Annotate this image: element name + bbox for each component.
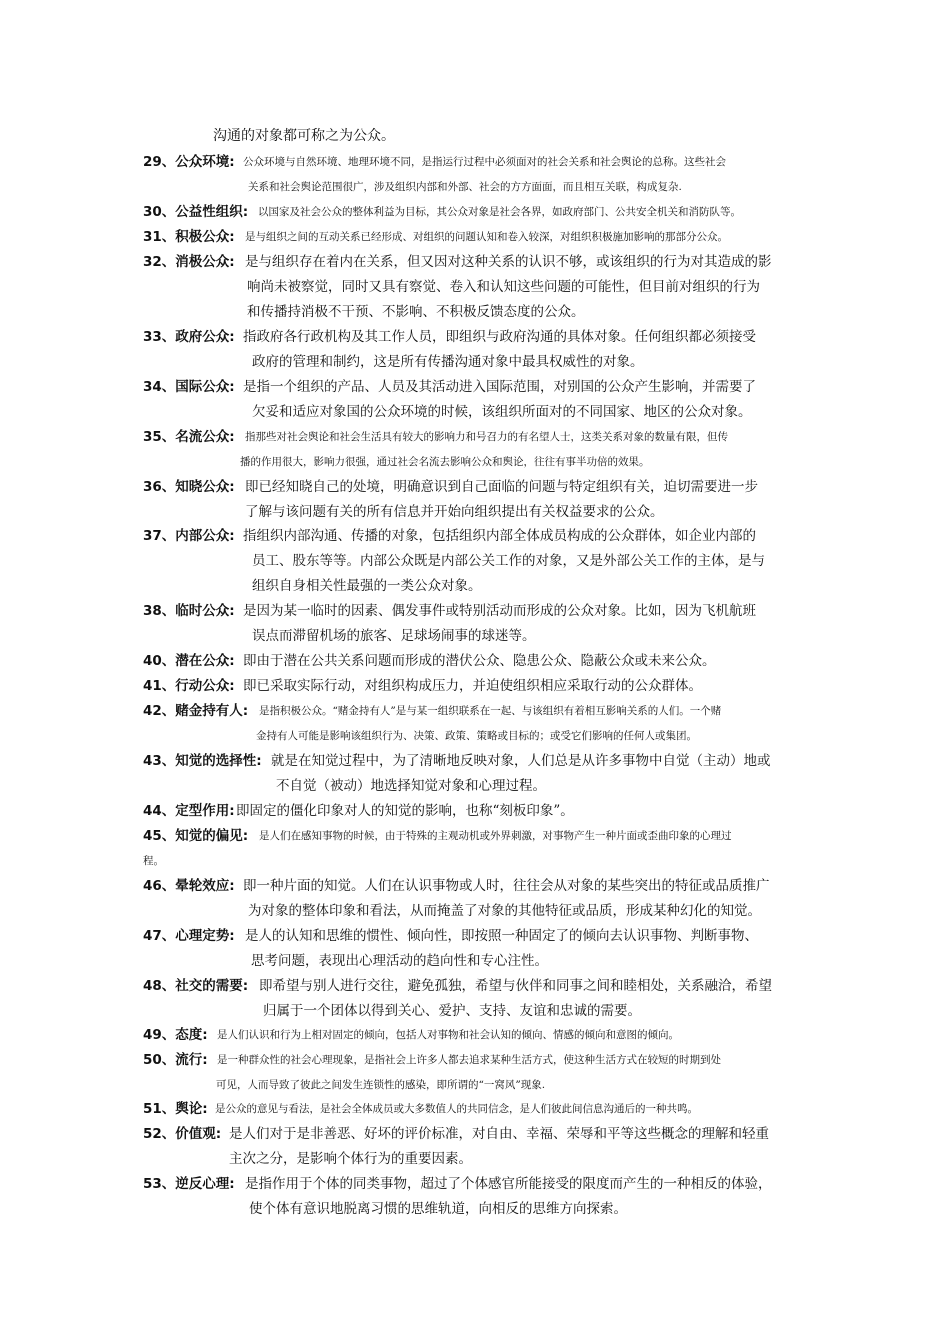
entry-number: 43、 (143, 753, 176, 769)
entry-text: 是人们认识和行为上相对固定的倾向，包括人对事物和社会认知的倾向、情感的倾向和意图的倾向。 (217, 1029, 679, 1041)
entry-term: 名流公众: (175, 429, 235, 445)
entry-text: 使个体有意识地脱离习惯的思维轨道，向相反的思维方向探索。 (249, 1201, 627, 1217)
entry-text: 是人们对于是非善恶、好坏的评价标准，对自由、幸福、荣辱和平等这些概念的理解和轻重 (229, 1126, 769, 1142)
entry-number: 37、 (143, 528, 176, 544)
entry-text: 播的作用很大，影响力很强，通过社会名流去影响公众和舆论，往往有事半功倍的效果。 (240, 456, 650, 468)
entry-number: 47、 (143, 928, 176, 944)
entry-term: 潜在公众: (175, 653, 235, 669)
entry-number: 48、 (143, 978, 176, 994)
entry-term: 临时公众: (175, 603, 235, 619)
entry-text: 误点而滞留机场的旅客、足球场闹事的球迷等。 (252, 628, 536, 644)
entry-number: 30、 (143, 204, 176, 220)
entry-text: 即一种片面的知觉。人们在认识事物或人时，往往会从对象的某些突出的特征或品质推广 (243, 878, 770, 894)
continued-line: 沟通的对象都可称之为公众。 (213, 128, 395, 144)
entry-text: 就是在知觉过程中，为了清晰地反映对象，人们总是从许多事物中自觉（主动）地或 (271, 753, 771, 769)
entry-number: 42、 (143, 703, 176, 719)
entry-text: 指那些对社会舆论和社会生活具有较大的影响力和号召力的有名望人士，这类关系对象的数量有限，但传 (245, 431, 728, 443)
entry-term: 公益性组织: (175, 204, 249, 220)
entry-text: 和传播持消极不干预、不影响、不积极反馈态度的公众。 (247, 304, 585, 320)
entry-number: 38、 (143, 603, 176, 619)
entry-text: 即希望与别人进行交往，避免孤独，希望与伙伴和同事之间和睦相处，关系融洽，希望 (259, 978, 772, 994)
entry-number: 36、 (143, 479, 176, 495)
entry-number: 32、 (143, 254, 176, 270)
entry-text: 关系和社会舆论范围很广，涉及组织内部和外部、社会的方方面面，而且相互关联，构成复杂. (248, 181, 682, 193)
entry-number: 35、 (143, 429, 176, 445)
entry-number: 50、 (143, 1052, 176, 1068)
entry-term: 内部公众: (175, 528, 235, 544)
entry-number: 45、 (143, 828, 176, 844)
entry-term: 知觉的偏见: (175, 828, 249, 844)
entry-term: 价值观: (175, 1126, 222, 1142)
entry-text: 是因为某一临时的因素、偶发事件或特别活动而形成的公众对象。比如，因为飞机航班 (243, 603, 756, 619)
entry-number: 34、 (143, 379, 176, 395)
entry-term: 消极公众: (175, 254, 235, 270)
entry-text: 以国家及社会公众的整体利益为目标，其公众对象是社会各界，如政府部门、公共安全机关和消防队等。 (258, 206, 741, 218)
entry-text: 是与组织存在着内在关系，但又因对这种关系的认识不够，或该组织的行为对其造成的影 (245, 254, 772, 270)
entry-term: 心理定势: (175, 928, 235, 944)
entry-text: 思考问题，表现出心理活动的趋向性和专心注性。 (251, 953, 548, 969)
entry-text: 是一种群众性的社会心理现象，是指社会上许多人都去追求某种生活方式，使这种生活方式在较短的时期到处 (217, 1054, 721, 1066)
entry-text: 可见，人而导致了彼此之间发生连锁性的感染，即所谓的“一窝风”现象. (216, 1079, 546, 1091)
entry-text: 员工、股东等等。内部公众既是内部公关工作的对象，又是外部公关工作的主体，是与 (252, 553, 765, 569)
entry-number: 46、 (143, 878, 176, 894)
entry-term: 晕轮效应: (175, 878, 235, 894)
entry-term: 积极公众: (175, 229, 235, 245)
entry-text: 程。 (143, 855, 164, 867)
entry-term: 知晓公众: (175, 479, 235, 495)
entry-term: 赌金持有人: (175, 703, 249, 719)
entry-number: 52、 (143, 1126, 176, 1142)
entry-text: 即由于潜在公共关系问题而形成的潜伏公众、隐患公众、隐蔽公众或未来公众。 (243, 653, 716, 669)
entry-term: 公众环境: (175, 154, 235, 170)
entry-term: 流行: (175, 1052, 208, 1068)
entry-text: 是人们在感知事物的时候，由于特殊的主观动机或外界刺激，对事物产生一种片面或歪曲印象的心理过 (259, 830, 732, 842)
entry-number: 29、 (143, 154, 176, 170)
entry-number: 49、 (143, 1027, 176, 1043)
entry-text: 主次之分，是影响个体行为的重要因素。 (229, 1151, 472, 1167)
entry-term: 政府公众: (175, 329, 235, 345)
entry-number: 40、 (143, 653, 176, 669)
entry-term: 态度: (175, 1027, 208, 1043)
entry-number: 33、 (143, 329, 176, 345)
entry-text: 是指作用于个体的同类事物，超过了个体感官所能接受的限度而产生的一种相反的体验， (245, 1176, 772, 1192)
entry-text: 是公众的意见与看法，是社会全体成员或大多数值人的共同信念，是人们彼此间信息沟通后的一种共鸣。 (215, 1103, 698, 1115)
entry-text: 指组织内部沟通、传播的对象，包括组织内部全体成员构成的公众群体，如企业内部的 (243, 528, 756, 544)
entry-text: 了解与该问题有关的所有信息并开始向组织提出有关权益要求的公众。 (245, 504, 664, 520)
entry-text: 政府的管理和制约，这是所有传播沟通对象中最具权威性的对象。 (252, 354, 644, 370)
entry-text: 是人的认知和思维的惯性、倾向性，即按照一种固定了的倾向去认识事物、判断事物、 (245, 928, 758, 944)
entry-text: 为对象的整体印象和看法，从而掩盖了对象的其他特征或品质，形成某种幻化的知觉。 (248, 903, 761, 919)
entry-text: 响尚未被察觉，同时又具有察觉、卷入和认知这些问题的可能性，但目前对组织的行为 (247, 279, 760, 295)
entry-text: 金持有人可能是影响该组织行为、决策、政策、策略或目标的；或受它们影响的任何人或集团。 (256, 730, 697, 742)
entry-term: 社交的需要: (175, 978, 249, 994)
entry-term: 行动公众: (175, 678, 235, 694)
entry-text: 是指积极公众。“赌金持有人”是与某一组织联系在一起、与该组织有着相互影响关系的人们。一个赌 (259, 705, 722, 717)
entry-text: 即固定的僵化印象对人的知觉的影响，也称“刻板印象”。 (236, 803, 574, 819)
entry-number: 41、 (143, 678, 176, 694)
entry-text: 即已采取实际行动，对组织构成压力，并迫使组织相应采取行动的公众群体。 (243, 678, 702, 694)
entry-text: 即已经知晓自己的处境，明确意识到自己面临的问题与特定组织有关，迫切需要进一步 (245, 479, 758, 495)
entry-term: 定型作用: (175, 803, 235, 819)
entry-term: 舆论: (175, 1101, 208, 1117)
entry-number: 51、 (143, 1101, 176, 1117)
entry-text: 是与组织之间的互动关系已经形成、对组织的问题认知和卷入较深，对组织积极施加影响的那部分公众。 (245, 231, 728, 243)
entry-number: 44、 (143, 803, 176, 819)
entry-term: 逆反心理: (175, 1176, 235, 1192)
entry-text: 不自觉（被动）地选择知觉对象和心理过程。 (276, 778, 546, 794)
entry-text: 欠妥和适应对象国的公众环境的时候，该组织所面对的不同国家、地区的公众对象。 (252, 404, 752, 420)
entry-text: 组织自身相关性最强的一类公众对象。 (252, 578, 482, 594)
entry-term: 国际公众: (175, 379, 235, 395)
entry-term: 知觉的选择性: (175, 753, 262, 769)
entry-text: 是指一个组织的产品、人员及其活动进入国际范围，对别国的公众产生影响，并需要了 (243, 379, 756, 395)
entry-number: 31、 (143, 229, 176, 245)
entry-text: 公众环境与自然环境、地理环境不同，是指运行过程中必须面对的社会关系和社会舆论的总称。这些社会 (243, 156, 726, 168)
entry-number: 53、 (143, 1176, 176, 1192)
entry-text: 指政府各行政机构及其工作人员，即组织与政府沟通的具体对象。任何组织都必须接受 (243, 329, 756, 345)
entry-text: 归属于一个团体以得到关心、爱护、支持、友谊和忠诚的需要。 (263, 1003, 641, 1019)
